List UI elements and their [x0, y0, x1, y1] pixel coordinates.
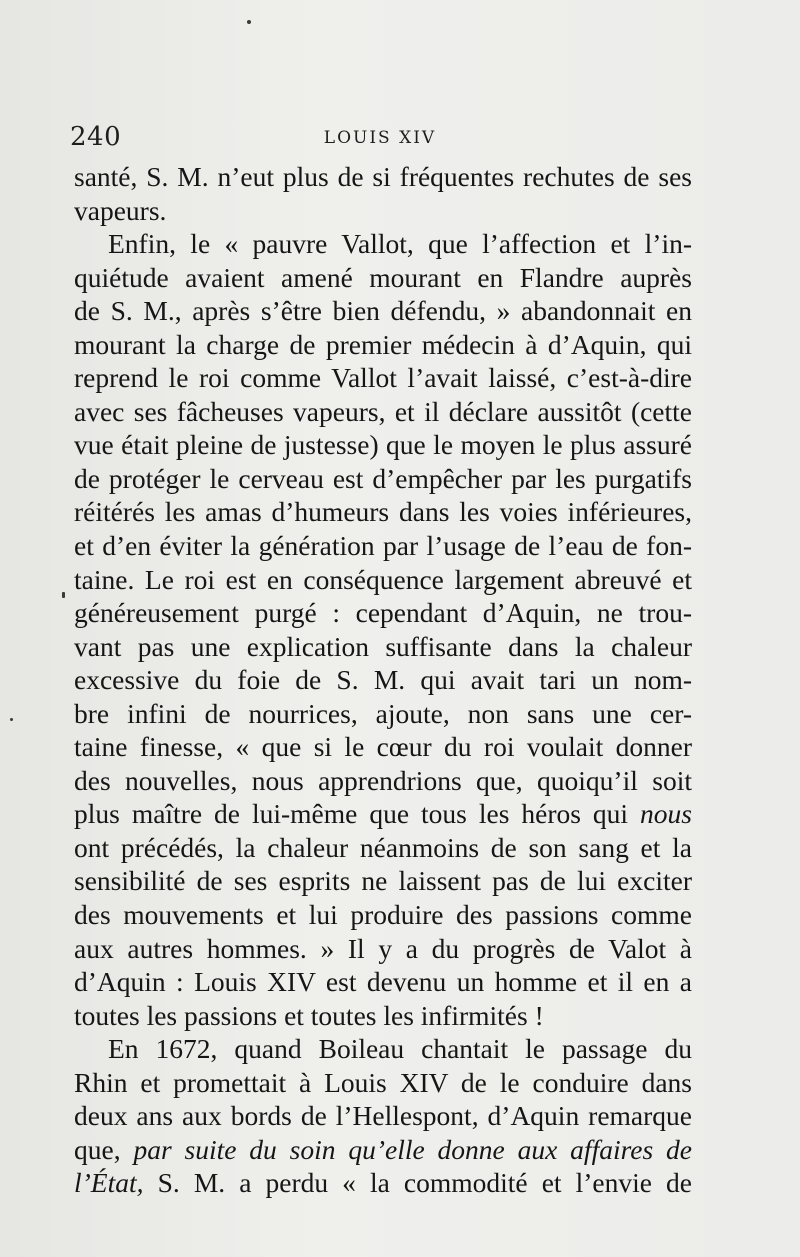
text-line: généreusement purgé : cependant d’Aquin, ne trou- — [74, 597, 692, 629]
italic-word: nous — [640, 798, 692, 830]
text-fragment: que, — [74, 1133, 121, 1165]
text-line-with-italic — [74, 1133, 692, 1167]
running-title: LOUIS XIV — [323, 128, 437, 148]
text-line: excessive du foie de S. M. qui avait tari un nom- — [74, 664, 692, 696]
text-line: ont précédés, la chaleur néanmoins de son sang et la — [74, 831, 692, 863]
text-line: santé, S. M. n’eut plus de si fréquentes rechutes de ses — [74, 161, 692, 192]
text-line: vue était pleine de justesse) que le moyen le plus assuré — [74, 429, 692, 461]
text-line: Rhin et promettait à Louis XIV de le conduire dans — [74, 1066, 692, 1098]
text-fragment: S. M. a perdu « la commodité et l’envie de — [157, 1167, 692, 1199]
text-line: En 1672, quand Boileau chantait le passage du — [108, 1033, 692, 1065]
paper-speck — [62, 592, 65, 598]
italic-phrase: par suite du soin qu’elle donne aux affaires de — [133, 1133, 692, 1165]
page-number: 240 — [70, 122, 122, 152]
text-line: sensibilité de ses esprits ne laissent pas de lui exciter — [74, 865, 692, 897]
text-line: vapeurs. — [74, 194, 167, 226]
text-line: avec ses fâcheuses vapeurs, et il déclare aussitôt (cette — [74, 395, 692, 427]
text-line: des mouvements et lui produire des passions comme — [74, 899, 692, 931]
text-line: de S. M., après s’être bien défendu, » abandonnait en — [74, 295, 692, 327]
text-line-with-italic — [74, 1166, 692, 1200]
paper-speck — [247, 20, 251, 24]
text-line: mourant la charge de premier médecin à d’Aquin, qui — [74, 328, 692, 360]
text-line: taine finesse, « que si le cœur du roi voulait donner — [74, 731, 692, 763]
paper-speck — [10, 718, 13, 721]
text-line: taine. Le roi est en conséquence largement abreuvé et — [74, 563, 692, 595]
text-line: reprend le roi comme Vallot l’avait laissé, c’est-à-dire — [74, 362, 692, 394]
page-header — [70, 122, 690, 156]
text-line: et d’en éviter la génération par l’usage de l’eau de fon- — [74, 530, 692, 562]
text-line-with-italic — [74, 797, 692, 831]
text-line: quiétude avaient amené mourant en Flandre auprès — [74, 261, 692, 293]
text-line: de protéger le cerveau est d’empêcher par les purgatifs — [74, 462, 692, 494]
text-line: aux autres hommes. » Il y a du progrès de Valot à — [74, 932, 692, 964]
text-fragment: plus maître de lui-même que tous les héros qui — [74, 798, 629, 830]
text-line: vant pas une explication suffisante dans la chaleur — [74, 630, 692, 662]
text-line: deux ans aux bords de l’Hellespont, d’Aquin remarque — [74, 1100, 692, 1132]
text-line: bre infini de nourrices, ajoute, non sans une cer- — [74, 697, 692, 729]
text-line: des nouvelles, nous apprendrions que, quoiqu’il soit — [74, 764, 692, 796]
body-text — [74, 160, 692, 1200]
text-line: réitérés les amas d’humeurs dans les voies inférieures, — [74, 496, 692, 528]
text-line: Enfin, le « pauvre Vallot, que l’affection et l’in- — [108, 228, 692, 260]
italic-phrase: l’État, — [74, 1167, 144, 1199]
text-line: toutes les passions et toutes les infirmités ! — [74, 999, 544, 1031]
text-line: d’Aquin : Louis XIV est devenu un homme et il en a — [74, 966, 692, 998]
